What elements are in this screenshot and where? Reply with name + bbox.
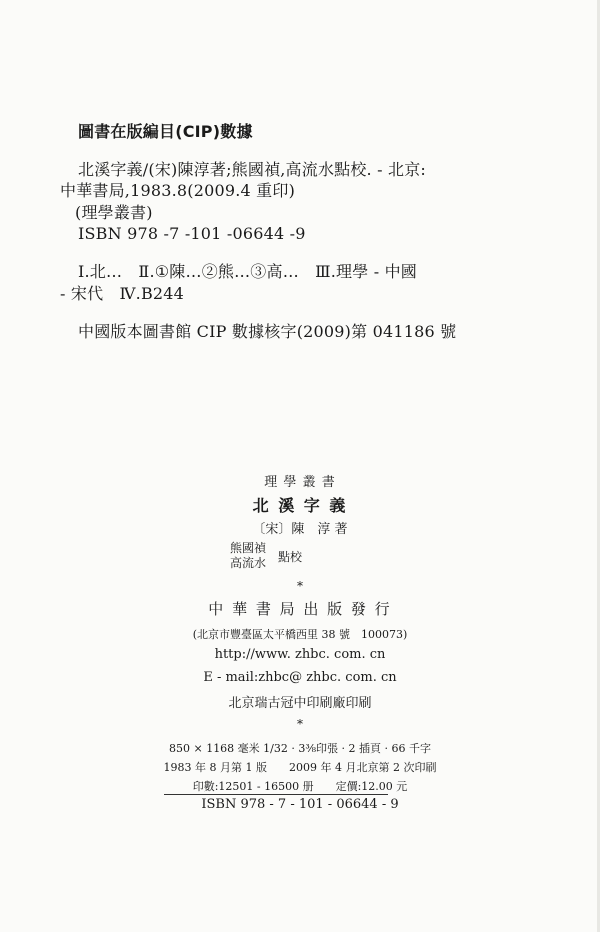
publisher-address: (北京市豐臺區太平橋西里 38 號 100073) bbox=[192, 628, 408, 641]
email: E - mail:zhbc@ zhbc. com. cn bbox=[203, 670, 397, 685]
cip-core-data-number: 中國版本圖書館 CIP 數據核字(2009)第 041186 號 bbox=[78, 322, 457, 341]
divider-line bbox=[164, 794, 388, 795]
cip-heading: 圖書在版編目(CIP)數據 bbox=[78, 122, 253, 141]
cip-line-1: 北溪字義/(宋)陳淳著;熊國禎,高流水點校. - 北京: bbox=[78, 160, 427, 179]
editors-block bbox=[230, 541, 266, 571]
separator-star-1: * bbox=[297, 579, 303, 593]
separator-star-2: * bbox=[297, 717, 303, 731]
cip-line-2: 中華書局,1983.8(2009.4 重印) bbox=[60, 181, 296, 200]
format-specs: 850 × 1168 毫米 1/32 · 3⅜印張 · 2 插頁 · 66 千字 bbox=[168, 742, 431, 755]
cip-classification-2: - 宋代 Ⅳ.B244 bbox=[60, 284, 185, 303]
author-line: 〔宋〕陳 淳 著 bbox=[252, 522, 348, 537]
print-run-price: 印數:12501 - 16500 册 定價:12.00 元 bbox=[192, 780, 408, 793]
editor-name-1: 熊國禎 bbox=[230, 541, 267, 555]
series-name: 理 學 叢 書 bbox=[264, 475, 336, 490]
website: http://www. zhbc. com. cn bbox=[214, 647, 386, 662]
cip-isbn: ISBN 978 -7 -101 -06644 -9 bbox=[78, 224, 306, 243]
printer: 北京瑞古冠中印刷廠印刷 bbox=[228, 696, 372, 711]
cip-classification-1: Ⅰ.北… Ⅱ.①陳…②熊…③高… Ⅲ.理學 - 中國 bbox=[78, 262, 418, 281]
publisher: 中 華 書 局 出 版 發 行 bbox=[208, 600, 392, 618]
edition-info: 1983 年 8 月第 1 版 2009 年 4 月北京第 2 次印刷 bbox=[163, 761, 437, 774]
editor-name-2: 高流水 bbox=[230, 556, 267, 570]
colophon-isbn: ISBN 978 - 7 - 101 - 06644 - 9 bbox=[201, 797, 399, 812]
book-title: 北 溪 字 義 bbox=[252, 496, 348, 515]
editor-role: 點校 bbox=[278, 550, 303, 564]
cip-line-3: (理學叢書) bbox=[75, 203, 153, 222]
